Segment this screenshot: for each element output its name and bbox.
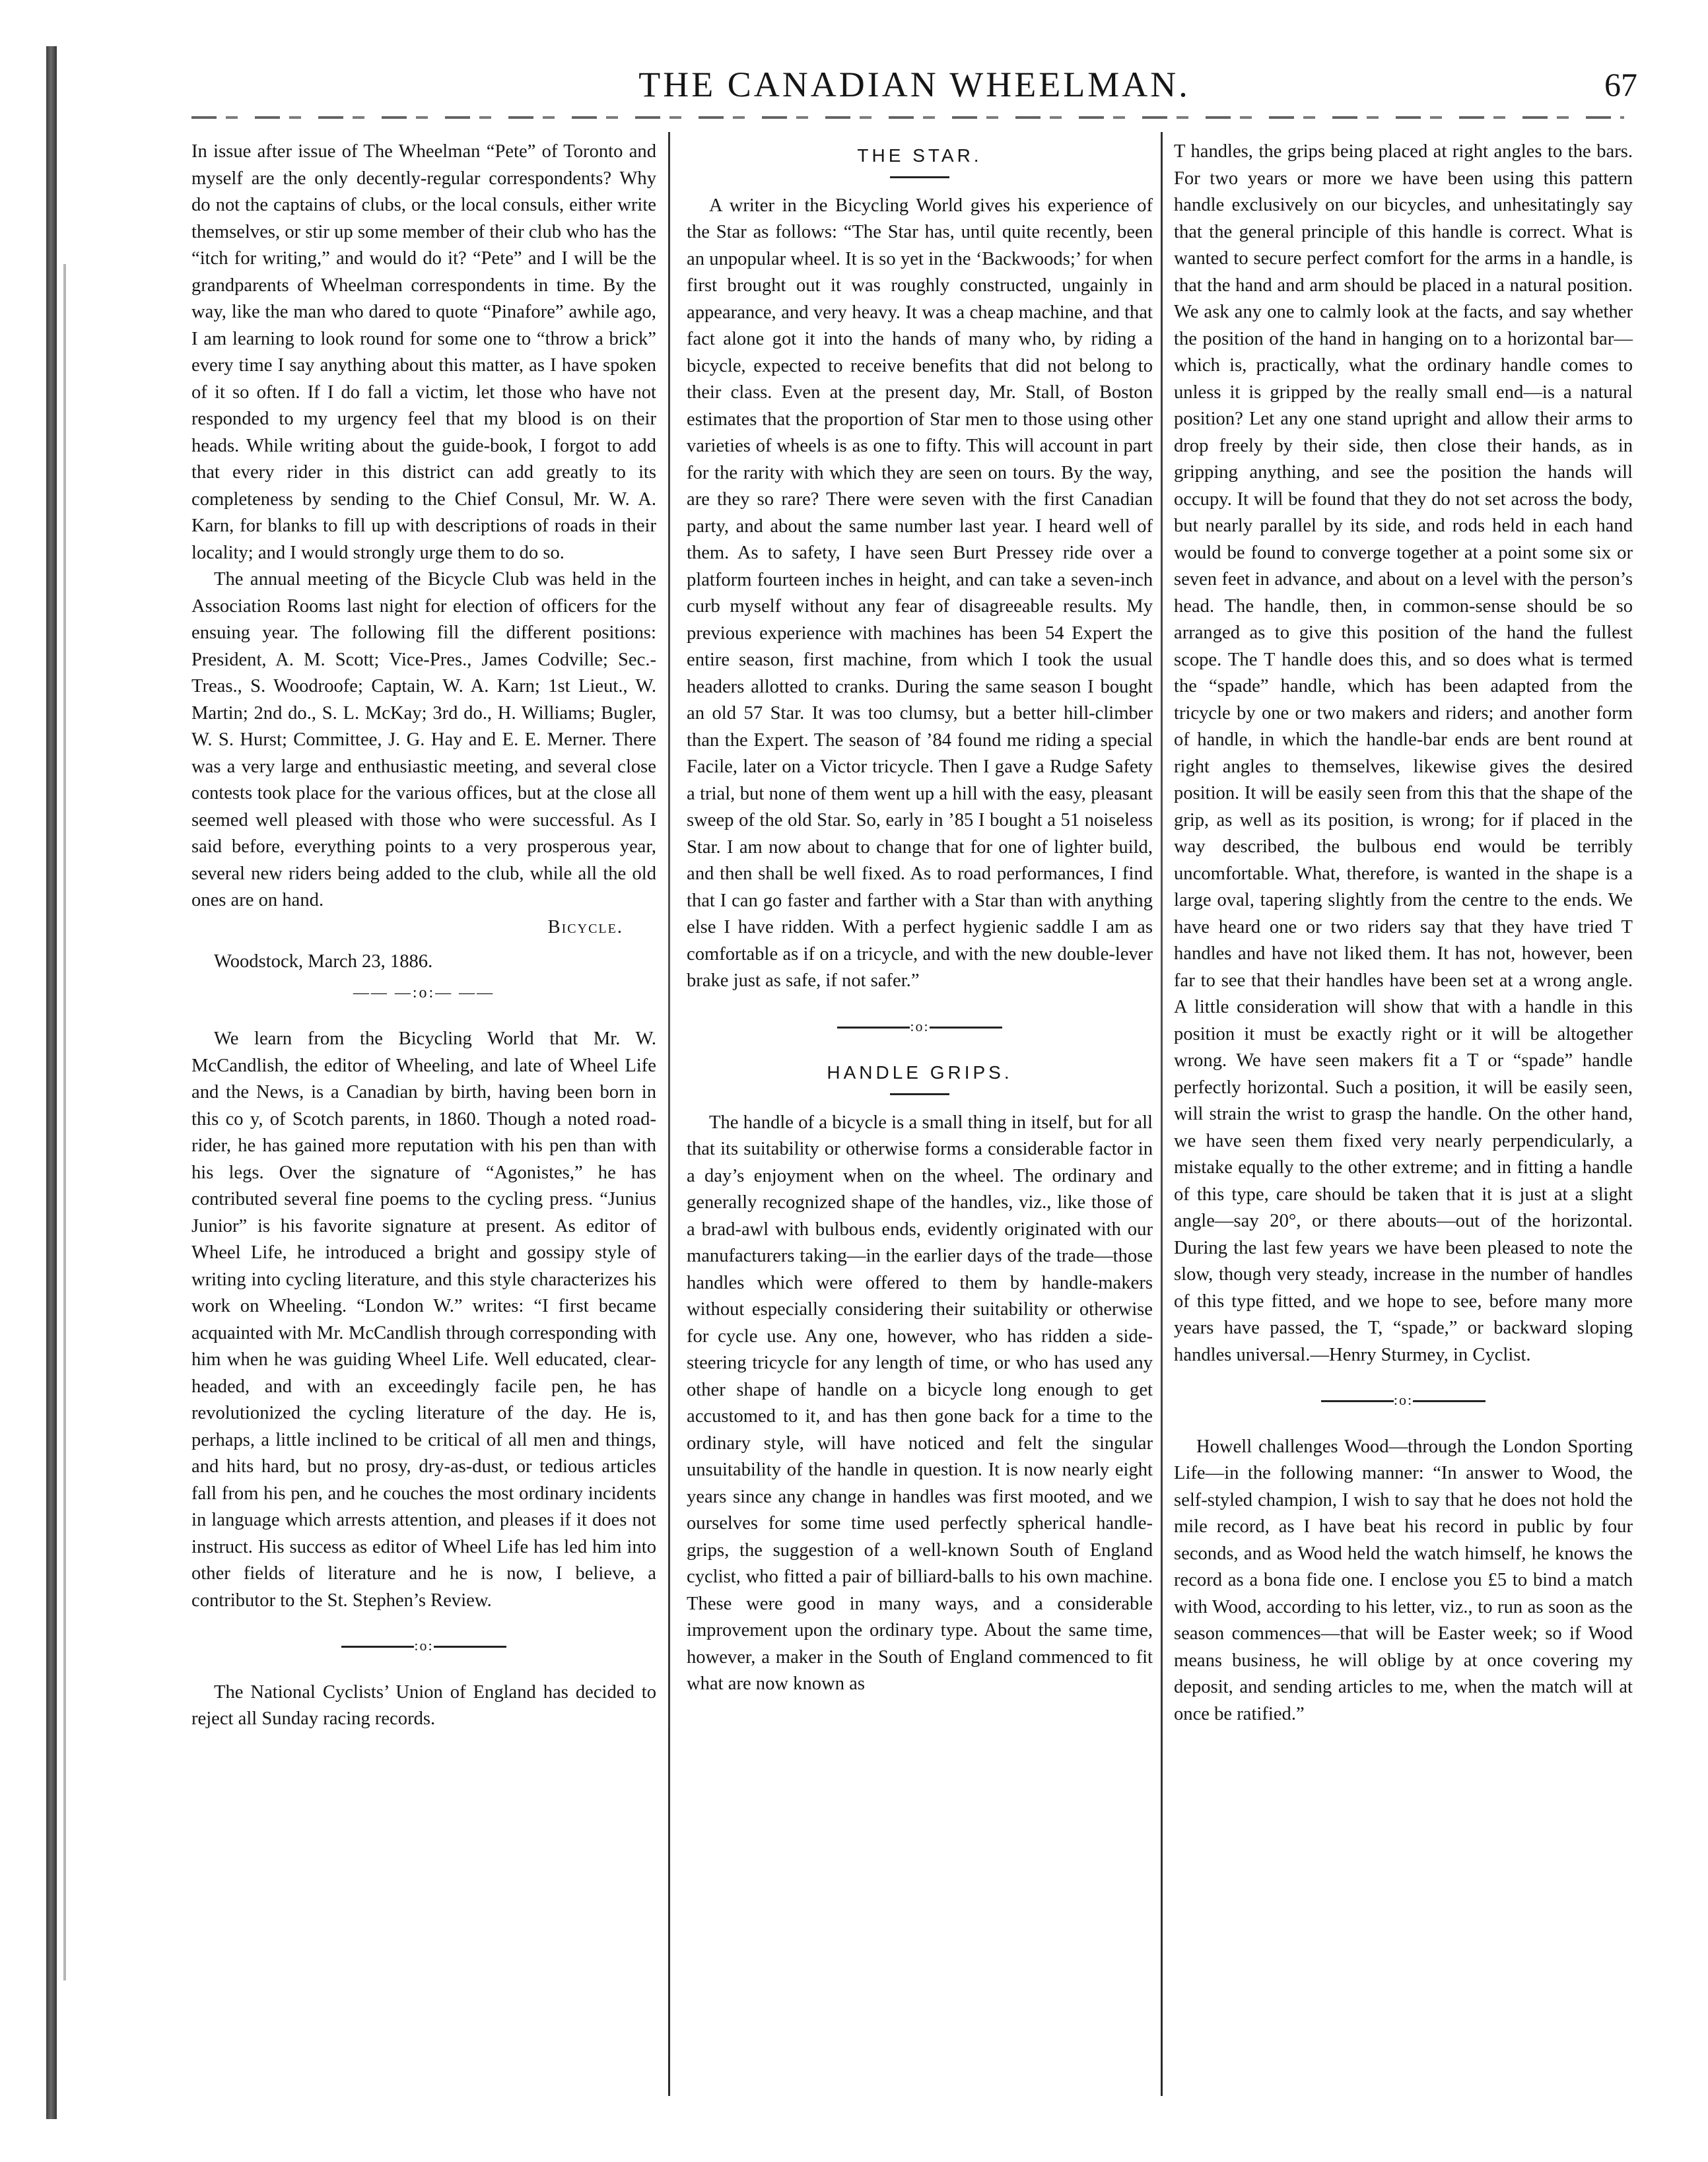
heading-rule: [890, 1093, 949, 1095]
column-middle: [687, 139, 1153, 1698]
column-left: [191, 139, 656, 1733]
page-binding-shadow: [63, 264, 66, 1980]
section-separator: —— —:o:— ——: [353, 984, 495, 1001]
the-star-paragraph: A writer in the Bicycling World gives his experience of the Star as follows: “The Star has, until quite recently, been an unpopular wheel. It is so yet in the ‘Backwoods;’ for when first brought out it was roughly constructed, ungainly in appearance, and very heavy. It was a cheap machine, and that fact alone got it into the hands of many who, by riding a bicycle, expected to receive benefits that did not belong to their class. Even at the present day, Mr. Stall, of Boston estimates that the proportion of Star men to those using other varieties of wheels is as one to fifty. This will account in part for the rarity with which they are seen on tours. By the way, are they so rare? There were seven with the first Canadian party, and about the same number last year. I heard well of them. As to safety, I have seen Burt Pressey ride over a platform fourteen inches in height, and can take a seven-inch curb myself without any fear of disagreeable results. My previous experience with machines has been 54 Expert the entire season, first machine, from which I took the usual headers allotted to cranks. During the same season I bought an old 57 Star. It was too clumsy, but a better hill-climber than the Expert. The season of ’84 found me riding a special Facile, later on a Victor tricycle. Then I gave a Rudge Safety a trial, but none of them went up a hill with the easy, pleasant sweep of the old Star. So, early in ’85 I bought a 51 noiseless Star. I am now about to change that for one of lighter build, and then shall be well fixed. As to road performances, I find that I can go faster and farther with a Star than with anything else I have ridden. With a perfect hygienic saddle I am as comfortable as if on a tricycle, and with the new double-lever brake just as safe, if not safer.”: [687, 195, 1153, 991]
handle-grips-paragraph: The handle of a bicycle is a small thing in itself, but for all that its suitability or otherwise forms a considerable factor in a day’s enjoyment when on the wheel. The ordinary and generally recognized shape of the handles, viz., like those of a brad-awl with bulbous ends, evidently originated with our manufacturers taking—in the earlier days of the trade—those handles which were offered to them by handle-makers without especially considering their suitability or otherwise for cycle use. Any one, however, who has ridden a side-steering tricycle for any length of time, or who has used any other shape of handle on a bicycle long enough to get accustomed to it, and has then gone back for a time to the ordinary style, will have noticed and felt the singular unsuitability of the handle in question. It is now nearly eight years since any change in handles was first mooted, and we ourselves for some time used perfectly spherical handle-grips, the suggestion of a well-known South of England cyclist, who fitted a pair of billiard-balls to his own machine. These were good in many ways, and a considerable improvement upon the ordinary type. About the same time, however, a maker in the South of England commenced to fit what are now known as: [687, 1112, 1153, 1694]
column-rule-right: [1161, 132, 1163, 2096]
dateline: Woodstock, March 23, 1886.: [214, 951, 433, 972]
masthead: [178, 63, 1651, 106]
section-separator: :o:: [191, 1633, 656, 1660]
section-separator: :o:: [1174, 1387, 1633, 1414]
howell-challenge-paragraph: Howell challenges Wood—through the London Sporting Life—in the following manner: “In answer to Wood, the self-styled champion, I wish to say that he does not hold the mile record, as I have beat his record in public by four seconds, and as Wood held the watch himself, he knows the record as a bona fide one. I enclose you £5 to bind a match with Wood, according to his letter, viz., to run as soon as the season commences—that will be Easter week; so if Wood means business, he will oblige by at once covering my deposit, and sending articles to me, when the match will at once be ratified.”: [1174, 1436, 1633, 1724]
heading-the-star: THE STAR.: [857, 145, 982, 166]
page-title: THE CANADIAN WHEELMAN.: [638, 65, 1190, 104]
page-number: 67: [1604, 66, 1637, 103]
ncu-paragraph: The National Cyclists’ Union of England has decided to reject all Sunday racing records.: [191, 1681, 656, 1729]
page-binding-edge: [46, 46, 57, 2119]
article-correspondence-paragraph: In issue after issue of The Wheelman “Pete” of Toronto and myself are the only decently-regular correspondents? Why do not the captains of clubs, or the local consuls, either write themselves, or stir up some member of their club who has the “itch for writing,” and would do it? “Pete” and I will be the grandparents of Wheelman correspondents in time. By the way, like the man who dared to quote “Pinafore” awhile ago, I am learning to look round for some one to “throw a brick” every time I say anything about this matter, as I have spoken of it so often. If I do fall a victim, let those who have not responded to my urgency feel that my blood is on their heads. While writing about the guide-book, I forgot to add that every rider in this district can add greatly to its completeness by sending to the Chief Consul, Mr. W. A. Karn, for blanks to fill up with descriptions of roads in their locality; and I would strongly urge them to do so.: [191, 141, 656, 563]
bicycle-club-meeting-paragraph: The annual meeting of the Bicycle Club was held in the Association Rooms last night for election of officers for the ensuing year. The following fill the different positions: President, A. M. Scott; Vice-Pres., James Codville; Sec.-Treas., S. Woodroofe; Captain, W. A. Karn; 1st Lieut., W. Martin; 2nd do., S. L. McKay; 3rd do., H. Williams; Bugler, W. S. Hurst; Committee, J. G. Hay and E. E. Merner. There was a very large and enthusiastic meeting, and several close contests took place for the various offices, but at the close all seemed well pleased with those who were successful. As I said before, everything points to a very prosperous year, several new riders being added to the club, while all the old ones are on hand.: [191, 569, 656, 910]
column-rule-left: [668, 132, 670, 2096]
signature: Bicycle.: [547, 916, 623, 937]
section-separator: :o:: [687, 1013, 1153, 1040]
header-rule: [191, 116, 1624, 119]
heading-handle-grips: HANDLE GRIPS.: [827, 1062, 1013, 1083]
heading-rule: [890, 176, 949, 178]
handle-grips-continued-paragraph: T handles, the grips being placed at right angles to the bars. For two years or more we have been using this pattern handle exclusively on our bicycles, and unhesitatingly say that the general principle of this handle is correct. What is wanted to secure perfect comfort for the arms in a handle, is that the hand and arm should be placed in a natural position. We ask any one to calmly look at the facts, and say whether the position of the hand in hanging on to a horizontal bar—which is, practically, what the ordinary handle comes to unless it is gripped by the really small end—is a natural position? Let any one stand upright and allow their arms to drop freely by their side, then close their hands, as in gripping anything, and see the position the hands will occupy. It will be found that they do not set across the body, but nearly parallel by its side, and rods held in each hand would be found to converge together at a point some six or seven feet in advance, and about on a level with the person’s head. The handle, then, in common-sense should be so arranged as to give this position of the hand the fullest scope. The T handle does this, and so does what is termed the “spade” handle, which has been adapted from the tricycle by one or two makers and riders; and another form of handle, in which the handle-bar ends are bent round at right angles to themselves, likewise gives the desired position. It will be easily seen from this that the shape of the grip, as well as its position, is wrong; for if placed in the way described, the bulbous end would be terribly uncomfortable. What, therefore, is wanted in the shape is a large oval, tapering slightly from the centre to the ends. We have heard one or two riders say that they have tried T handles and have not liked them. It has not, however, been far to see that their handles have been set at a wrong angle. A little consideration will show that with a handle in this position it must be exactly right or it will be altogether wrong. We have seen makers fit a T or “spade” handle perfectly horizontal. Such a position, it will be easily seen, will strain the wrist to grasp the handle. On the other hand, we have seen them fixed very nearly perpendicularly, a mistake equally to the other extreme; and in fitting a handle of this type, care should be taken that it is just at a slight angle—say 20°, or there abouts—out of the horizontal. During the last few years we have been pleased to note the slow, though very steady, increase in the number of handles of this type fitted, and we hope to see, before many more years have passed, the T, “spade,” or backward sloping handles universal.—Henry Sturmey, in Cyclist.: [1174, 141, 1633, 1365]
mccandlish-paragraph: We learn from the Bicycling World that Mr. W. McCandlish, the editor of Wheeling, and late of Wheel Life and the News, is a Canadian by birth, having been born in this co y, of Scotch parents, in 1860. Though a noted road-rider, he has gained more reputation with his pen than with his legs. Over the signature of “Agonistes,” he has contributed several fine poems to the cycling press. “Junius Junior” is his favorite signature at present. As editor of Wheel Life, he introduced a bright and gossipy style of writing into cycling literature, and this style characterizes his work on Wheeling. “London W.” writes: “I first became acquainted with Mr. McCandlish through corresponding with him when he was guiding Wheel Life. Well educated, clear-headed, and with an exceedingly facile pen, he has revolutionized the cycling literature of the day. He is, perhaps, a little inclined to be critical of all men and things, and hits hard, but no prosy, dry-as-dust, or tedious articles fall from his pen, and he couches the most ordinary incidents in language which arrests attention, and pleases if it does not instruct. His success as editor of Wheel Life has led him into other fields of literature and he is now, I believe, a contributor to the St. Stephen’s Review.: [191, 1029, 656, 1611]
column-right: [1174, 139, 1633, 1728]
